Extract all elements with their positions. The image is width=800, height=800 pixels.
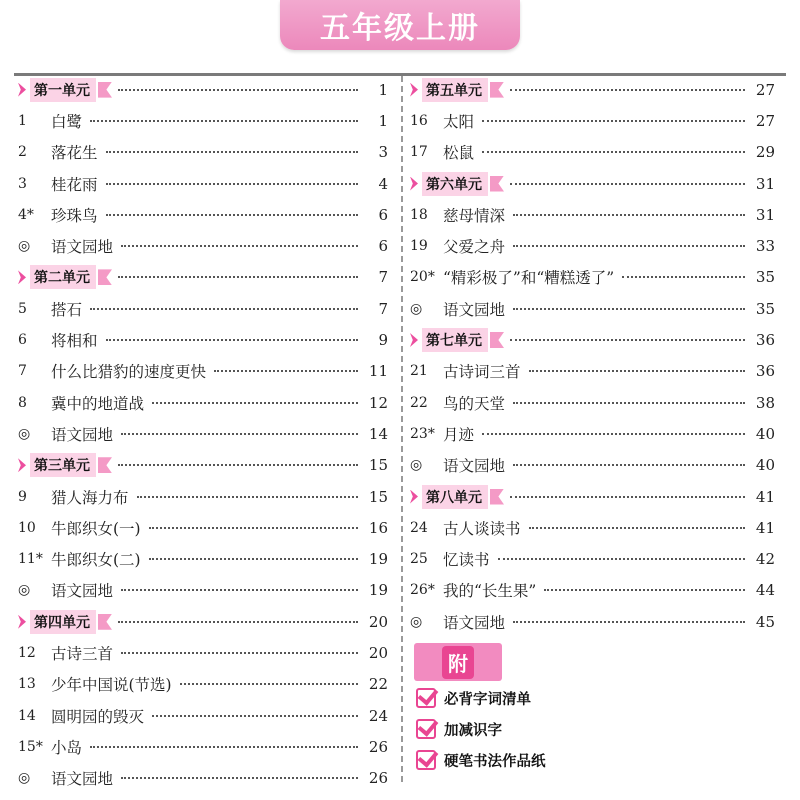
- lesson-title: 月迹: [443, 425, 475, 444]
- dot-leader: [106, 151, 358, 153]
- lesson-number: 9: [18, 488, 27, 505]
- dot-leader: [529, 370, 745, 372]
- toc-lesson-row[interactable]: [18, 199, 388, 230]
- dot-leader: [513, 308, 745, 310]
- ribbon-tail-icon: [490, 489, 504, 505]
- page-number: 35: [755, 268, 775, 287]
- page-number: 1: [378, 80, 388, 99]
- check-icon: [416, 719, 436, 739]
- dot-leader: [214, 370, 358, 372]
- page-number: 44: [755, 581, 775, 600]
- toc-unit-row[interactable]: [410, 324, 775, 355]
- page-number: 20: [368, 612, 388, 631]
- page-number: 7: [378, 268, 388, 287]
- toc-lesson-row[interactable]: [410, 199, 775, 230]
- lesson-number: 7: [18, 363, 27, 380]
- appendix-item-label: 硬笔书法作品纸: [444, 753, 546, 770]
- toc-right-column: [410, 74, 775, 637]
- dot-leader: [90, 308, 358, 310]
- dot-leader: [118, 621, 358, 623]
- dot-leader: [513, 464, 745, 466]
- page-number: 20: [368, 643, 388, 662]
- dot-leader: [544, 589, 745, 591]
- dot-leader: [118, 89, 358, 91]
- check-icon: [416, 688, 436, 708]
- appendix-item[interactable]: [416, 717, 716, 741]
- unit-title: 第六单元: [422, 172, 488, 196]
- dot-leader: [121, 245, 358, 247]
- unit-title: 第二单元: [30, 265, 96, 289]
- dot-leader: [510, 496, 745, 498]
- page-number: 1: [378, 111, 388, 130]
- ribbon-tail-icon: [490, 82, 504, 98]
- page-number: 15: [368, 456, 388, 475]
- appendix-item-label: 必背字词清单: [444, 691, 531, 708]
- dot-leader: [180, 683, 358, 685]
- lesson-number: 20*: [410, 269, 435, 286]
- page-number: 41: [755, 518, 775, 537]
- toc-lesson-row[interactable]: [410, 230, 775, 261]
- dot-leader: [510, 89, 745, 91]
- unit-title: 第八单元: [422, 485, 488, 509]
- appendix-item[interactable]: [416, 686, 716, 710]
- lesson-number: ◎: [18, 582, 31, 599]
- ribbon-tail-icon: [98, 457, 112, 473]
- dot-leader: [149, 558, 358, 560]
- lesson-title: 桂花雨: [51, 175, 98, 194]
- page-number: 31: [755, 174, 775, 193]
- unit-title: 第五单元: [422, 78, 488, 102]
- dot-leader: [529, 527, 745, 529]
- unit-marker-icon: [410, 490, 418, 504]
- dot-leader: [510, 339, 745, 341]
- toc-lesson-row[interactable]: [18, 700, 388, 731]
- page-number: 29: [755, 143, 775, 162]
- dot-leader: [149, 527, 358, 529]
- lesson-title: 太阳: [443, 112, 475, 131]
- toc-lesson-row[interactable]: [410, 512, 775, 543]
- lesson-number: ◎: [410, 613, 423, 630]
- unit-marker-icon: [18, 615, 26, 629]
- page-number: 26: [368, 737, 388, 756]
- dot-leader: [513, 621, 745, 623]
- dot-leader: [121, 589, 358, 591]
- page-number: 31: [755, 205, 775, 224]
- lesson-title: 落花生: [51, 144, 98, 163]
- toc-lesson-row[interactable]: [410, 543, 775, 574]
- toc-lesson-row[interactable]: [18, 168, 388, 199]
- lesson-number: 1: [18, 112, 27, 129]
- page-number: 26: [368, 769, 388, 788]
- lesson-title: 小岛: [51, 738, 83, 757]
- lesson-title: 语文园地: [443, 613, 506, 632]
- toc-lesson-row[interactable]: [18, 293, 388, 324]
- page-number: 6: [378, 205, 388, 224]
- appendix-label: 附: [442, 646, 474, 679]
- unit-marker-icon: [18, 83, 26, 97]
- unit-marker-icon: [18, 458, 26, 472]
- toc-lesson-row[interactable]: [410, 262, 775, 293]
- unit-badge: [422, 172, 504, 196]
- lesson-title: 鸟的天堂: [443, 394, 506, 413]
- toc-lesson-row[interactable]: [410, 293, 775, 324]
- page-number: 36: [755, 362, 775, 381]
- toc-lesson-row[interactable]: [410, 356, 775, 387]
- appendix-item-label: 加减识字: [444, 722, 502, 739]
- lesson-title: 语文园地: [51, 425, 114, 444]
- ribbon-tail-icon: [490, 332, 504, 348]
- lesson-number: ◎: [18, 238, 31, 255]
- lesson-number: 26*: [410, 582, 435, 599]
- page-number: 27: [755, 80, 775, 99]
- page-number: 19: [368, 550, 388, 569]
- lesson-title: 语文园地: [51, 582, 114, 601]
- page-number: 19: [368, 581, 388, 600]
- lesson-number: 25: [410, 551, 428, 568]
- dot-leader: [106, 339, 358, 341]
- page-number: 3: [378, 143, 388, 162]
- page-number: 40: [755, 424, 775, 443]
- unit-marker-icon: [410, 83, 418, 97]
- page-number: 15: [368, 487, 388, 506]
- lesson-title: 古诗三首: [51, 644, 114, 663]
- dot-leader: [106, 183, 358, 185]
- toc-lesson-row[interactable]: [410, 137, 775, 168]
- unit-marker-icon: [18, 270, 26, 284]
- toc-lesson-row[interactable]: [18, 418, 388, 449]
- toc-left-column: [18, 74, 388, 794]
- page-number: 16: [368, 518, 388, 537]
- dot-leader: [90, 120, 358, 122]
- page-number: 41: [755, 487, 775, 506]
- lesson-title: 冀中的地道战: [51, 394, 145, 413]
- toc-lesson-row[interactable]: [18, 512, 388, 543]
- unit-badge: [422, 485, 504, 509]
- unit-badge: [30, 78, 112, 102]
- toc-unit-row[interactable]: [410, 481, 775, 512]
- lesson-title: 猎人海力布: [51, 488, 129, 507]
- lesson-title: 语文园地: [443, 457, 506, 476]
- lesson-number: 13: [18, 676, 36, 693]
- page-number: 6: [378, 237, 388, 256]
- toc-lesson-row[interactable]: [18, 324, 388, 355]
- dot-leader: [90, 746, 358, 748]
- toc-unit-row[interactable]: [18, 262, 388, 293]
- lesson-title: 珍珠鸟: [51, 206, 98, 225]
- dot-leader: [513, 245, 745, 247]
- toc-lesson-row[interactable]: [18, 356, 388, 387]
- toc-lesson-row[interactable]: [410, 105, 775, 136]
- appendix-item[interactable]: [416, 748, 716, 772]
- lesson-title: 将相和: [51, 332, 98, 351]
- dot-leader: [152, 402, 358, 404]
- page-number: 36: [755, 331, 775, 350]
- unit-badge: [30, 265, 112, 289]
- lesson-title: 慈母情深: [443, 206, 506, 225]
- toc-lesson-row[interactable]: [410, 575, 775, 606]
- lesson-title: 白鹭: [51, 112, 83, 131]
- lesson-number: ◎: [18, 770, 31, 787]
- lesson-number: 16: [410, 112, 428, 129]
- toc-lesson-row[interactable]: [18, 669, 388, 700]
- lesson-title: 父爱之舟: [443, 238, 506, 257]
- dot-leader: [121, 433, 358, 435]
- lesson-title: 忆读书: [443, 551, 490, 570]
- lesson-number: 17: [410, 144, 428, 161]
- column-divider: [401, 76, 403, 782]
- toc-lesson-row[interactable]: [18, 575, 388, 606]
- toc-lesson-row[interactable]: [410, 606, 775, 637]
- toc-lesson-row[interactable]: [18, 105, 388, 136]
- ribbon-tail-icon: [98, 614, 112, 630]
- page-title: 五年级上册: [320, 11, 480, 46]
- page-number: 42: [755, 550, 775, 569]
- appendix-tag: [414, 643, 502, 681]
- unit-marker-icon: [410, 333, 418, 347]
- toc-lesson-row[interactable]: [18, 763, 388, 794]
- check-icon: [416, 750, 436, 770]
- dot-leader: [118, 464, 358, 466]
- lesson-title: 圆明园的毁灭: [51, 707, 145, 726]
- toc-lesson-row[interactable]: [410, 450, 775, 481]
- lesson-number: 22: [410, 394, 428, 411]
- lesson-number: 6: [18, 332, 27, 349]
- unit-title: 第一单元: [30, 78, 96, 102]
- page-number: 45: [755, 612, 775, 631]
- page-number: 38: [755, 393, 775, 412]
- lesson-number: ◎: [410, 457, 423, 474]
- lesson-title: 搭石: [51, 300, 83, 319]
- lesson-number: 8: [18, 394, 27, 411]
- ribbon-tail-icon: [98, 269, 112, 285]
- unit-badge: [30, 453, 112, 477]
- toc-unit-row[interactable]: [18, 606, 388, 637]
- toc-lesson-row[interactable]: [18, 637, 388, 668]
- dot-leader: [121, 652, 358, 654]
- page-number: 4: [378, 174, 388, 193]
- lesson-number: ◎: [410, 300, 423, 317]
- unit-title: 第七单元: [422, 328, 488, 352]
- lesson-number: 4*: [18, 206, 34, 223]
- ribbon-tail-icon: [490, 176, 504, 192]
- dot-leader: [513, 402, 745, 404]
- lesson-number: ◎: [18, 425, 31, 442]
- lesson-number: 5: [18, 300, 27, 317]
- dot-leader: [510, 183, 745, 185]
- lesson-title: 古诗词三首: [443, 363, 521, 382]
- lesson-title: 松鼠: [443, 144, 475, 163]
- lesson-number: 3: [18, 175, 27, 192]
- lesson-number: 2: [18, 144, 27, 161]
- lesson-title: “精彩极了”和“糟糕透了”: [443, 269, 615, 288]
- lesson-title: 我的“长生果”: [443, 582, 537, 601]
- title-band: [280, 0, 520, 50]
- dot-leader: [482, 120, 745, 122]
- page-number: 9: [378, 331, 388, 350]
- unit-title: 第三单元: [30, 453, 96, 477]
- unit-title: 第四单元: [30, 610, 96, 634]
- dot-leader: [121, 777, 358, 779]
- lesson-number: 18: [410, 206, 428, 223]
- dot-leader: [137, 496, 358, 498]
- ribbon-tail-icon: [98, 82, 112, 98]
- toc-unit-row[interactable]: [410, 168, 775, 199]
- page-number: 22: [368, 675, 388, 694]
- dot-leader: [513, 214, 745, 216]
- unit-badge: [422, 78, 504, 102]
- toc-unit-row[interactable]: [18, 450, 388, 481]
- toc-unit-row[interactable]: [410, 74, 775, 105]
- dot-leader: [622, 276, 745, 278]
- lesson-title: 少年中国说(节选): [51, 676, 172, 695]
- toc-lesson-row[interactable]: [410, 418, 775, 449]
- dot-leader: [106, 214, 358, 216]
- toc-lesson-row[interactable]: [18, 387, 388, 418]
- toc-lesson-row[interactable]: [18, 543, 388, 574]
- page-number: 7: [378, 299, 388, 318]
- lesson-number: 10: [18, 519, 36, 536]
- lesson-number: 14: [18, 707, 36, 724]
- lesson-title: 古人谈读书: [443, 519, 521, 538]
- toc-lesson-row[interactable]: [410, 387, 775, 418]
- dot-leader: [498, 558, 745, 560]
- page-number: 11: [368, 362, 388, 381]
- toc-lesson-row[interactable]: [18, 481, 388, 512]
- page-number: 27: [755, 111, 775, 130]
- toc-lesson-row[interactable]: [18, 731, 388, 762]
- lesson-number: 23*: [410, 425, 435, 442]
- lesson-title: 牛郎织女(二): [51, 551, 141, 570]
- dot-leader: [152, 715, 358, 717]
- lesson-number: 24: [410, 519, 428, 536]
- lesson-number: 21: [410, 363, 428, 380]
- lesson-title: 语文园地: [443, 300, 506, 319]
- lesson-number: 19: [410, 238, 428, 255]
- toc-lesson-row[interactable]: [18, 230, 388, 261]
- page-number: 40: [755, 456, 775, 475]
- page-number: 33: [755, 237, 775, 256]
- dot-leader: [118, 276, 358, 278]
- lesson-number: 11*: [18, 551, 43, 568]
- page-number: 14: [368, 424, 388, 443]
- unit-badge: [422, 328, 504, 352]
- dot-leader: [482, 151, 745, 153]
- toc-unit-row[interactable]: [18, 74, 388, 105]
- page-number: 35: [755, 299, 775, 318]
- lesson-title: 语文园地: [51, 238, 114, 257]
- unit-marker-icon: [410, 177, 418, 191]
- dot-leader: [482, 433, 745, 435]
- page-number: 24: [368, 706, 388, 725]
- lesson-title: 牛郎织女(一): [51, 519, 141, 538]
- toc-lesson-row[interactable]: [18, 137, 388, 168]
- unit-badge: [30, 610, 112, 634]
- lesson-number: 12: [18, 644, 36, 661]
- lesson-number: 15*: [18, 738, 43, 755]
- lesson-title: 什么比猎豹的速度更快: [51, 363, 207, 382]
- page-number: 12: [368, 393, 388, 412]
- lesson-title: 语文园地: [51, 770, 114, 789]
